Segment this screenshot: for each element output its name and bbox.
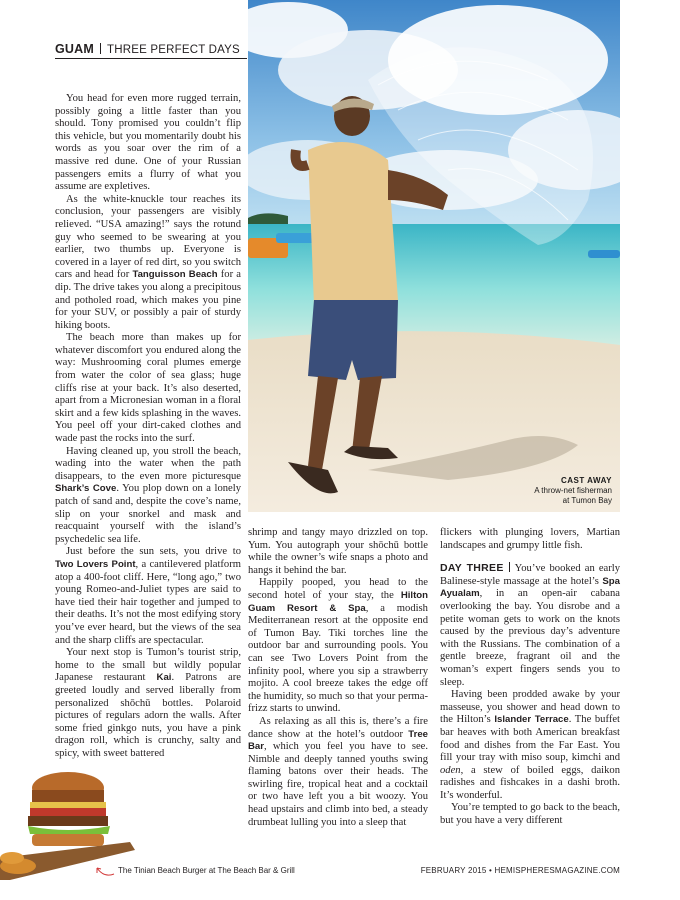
paragraph: As relaxing as all this is, there’s a fire dance show at the hotel’s outdoor Tree Bar, which you feel you have to see. Nimble and deeply tanned youths swing flaming batons over their heads. The swirling fire, tropical heat and a cocktail or two have left you a bit woozy. You head upstairs and climb into bed, a steady drumbeat lulling you into a sleep that	[248, 715, 428, 828]
place-name: Kai	[156, 672, 172, 684]
place-name: Two Lovers Point	[55, 558, 136, 570]
paragraph: Your next stop is Tumon’s tourist strip, home to the small but wildly popular Japanese restaurant Kai. Patrons are greeted loudly and served liberally from personalized shōchū bottles. Polaroid pictures of regulars adorn the walls. After some fried ginkgo nuts, you have a pink dragon roll, which is crunchy, salty and spicy, with sweet battered	[55, 647, 241, 759]
place-name: Spa Ayualam	[440, 575, 620, 600]
body-column-2	[248, 527, 428, 829]
paragraph: DAY THREE You’ve booked an early Balinese-style massage at the hotel’s Spa Ayualam, in an open-air cabana overlooking the bay. You disrobe and a petite woman gets to work on the knots caused by the previous day’s adventure with the Russians. The combination of a gentle breeze, fragrant oil and the woman’s expert fingers sends you to sleep.	[440, 562, 621, 688]
place-name: Tree Bar	[248, 728, 428, 753]
footer-bullet: •	[489, 866, 493, 875]
body-column-1	[55, 93, 241, 760]
magazine-website: HEMISPHERESMAGAZINE.COM	[494, 866, 620, 875]
paragraph: flickers with plunging lovers, Martian landscapes and grumpy little fish.	[440, 527, 620, 551]
paragraph: shrimp and tangy mayo drizzled on top. Yum. You autograph your shōchū bottle while the owner’s wife snaps a photo and hangs it behind the bar.	[248, 527, 428, 576]
paragraph: Just before the sun sets, you drive to Two Lovers Point, a cantilevered platform atop a 400-foot cliff. Here, “long ago,” two young Romeo-and-Juliet types are said to have tied their hair together and jumped to their deaths. It’s not the most edifying story you’ve ever heard, but the views of the sea and the sharp cliffs are spectacular.	[55, 546, 241, 646]
section-name: GUAM	[55, 42, 94, 56]
article-title: THREE PERFECT DAYS	[107, 44, 240, 56]
caption-line: at Tumon Bay	[562, 496, 612, 505]
place-name: Shark’s Cove	[55, 483, 117, 495]
caption-title: CAST AWAY	[560, 476, 612, 485]
fisherman-photo	[248, 0, 620, 512]
paragraph: You’re tempted to go back to the beach, but you have a very different	[440, 802, 620, 827]
paragraph: Having cleaned up, you stroll the beach, wading into the water when the path disappears, to the even more picturesque Shark’s Cove. You plop down on a lonely patch of sand and, despite the cove’s name, slip on your snorkel and mask and reacquaint yourself with the island’s psychedelic sea life.	[55, 445, 242, 545]
caption-line: A throw-net fisherman	[534, 486, 612, 495]
header-rule	[55, 58, 247, 59]
header-divider	[100, 43, 101, 54]
burger-caption: The Tinian Beach Burger at The Beach Bar & Grill	[118, 866, 295, 875]
photo-caption	[534, 476, 612, 506]
paragraph: As the white-knuckle tour reaches its conclusion, your passengers are visibly relieved. “USA amazing!” says the rotund guy who seemed to be swearing at you earlier, two thumbs up. Everyone is covered in a layer of red dirt, so you switch cars and head for Tanguisson Beach for a dip. The drive takes you along a precipitous and potholed road, which makes you pine for your SUV, or possibly a pair of sturdy hiking boots.	[55, 193, 241, 331]
paragraph: Having been prodded awake by your masseuse, you shower and head down to the Hilton’s Islander Terrace. The buffet bar heaves with both American breakfast food and dishes from the Far East. You fill your tray with miso soup, kimchi and oden, a stew of boiled eggs, daikon radishes and fishcakes in a dashi broth. It’s wonderful.	[440, 689, 620, 801]
paragraph: Happily pooped, you head to the second hotel of your stay, the Hilton Guam Resort & Spa, a modish Mediterranean resort at the opposite end of Tumon Bay. Tiki torches line the outdoor bar and surrounding pools. You can see Two Lovers Point from the infinity pool, where you sip a strawberry mojito. A cool breeze takes the edge off the humidity, so much so that your perma-frizz starts to unwind.	[248, 577, 428, 715]
paragraph: You head for even more rugged terrain, possibly going a little faster than you should. Tony promised you couldn’t flip this vehicle, but you momentarily doubt his words as you soar over the rim of a massive red dune. One of your Russian passengers emits a flurry of what you assume are expletives.	[55, 93, 241, 193]
paragraph: The beach more than makes up for whatever discomfort you endured along the way: Mushrooming coral plumes emerge from water the color of sea glass; huge cliffs rise at your back. It’s also deserted, apart from a Micronesian woman in a floral skirt and a few kids splashing in the waves. You peel off your dirt-caked clothes and wade past the rocks into the surf.	[55, 332, 241, 445]
section-header	[55, 42, 240, 56]
place-name: Islander Terrace	[494, 714, 569, 726]
day-divider	[509, 562, 510, 572]
page-footer	[421, 866, 620, 875]
place-name: Hilton Guam Resort & Spa	[248, 589, 428, 614]
place-name: Tanguisson Beach	[132, 269, 218, 281]
body-column-3	[440, 527, 620, 828]
issue-date: FEBRUARY 2015	[420, 866, 487, 875]
day-heading: DAY THREE	[440, 562, 504, 575]
curved-arrow-icon	[94, 864, 116, 878]
